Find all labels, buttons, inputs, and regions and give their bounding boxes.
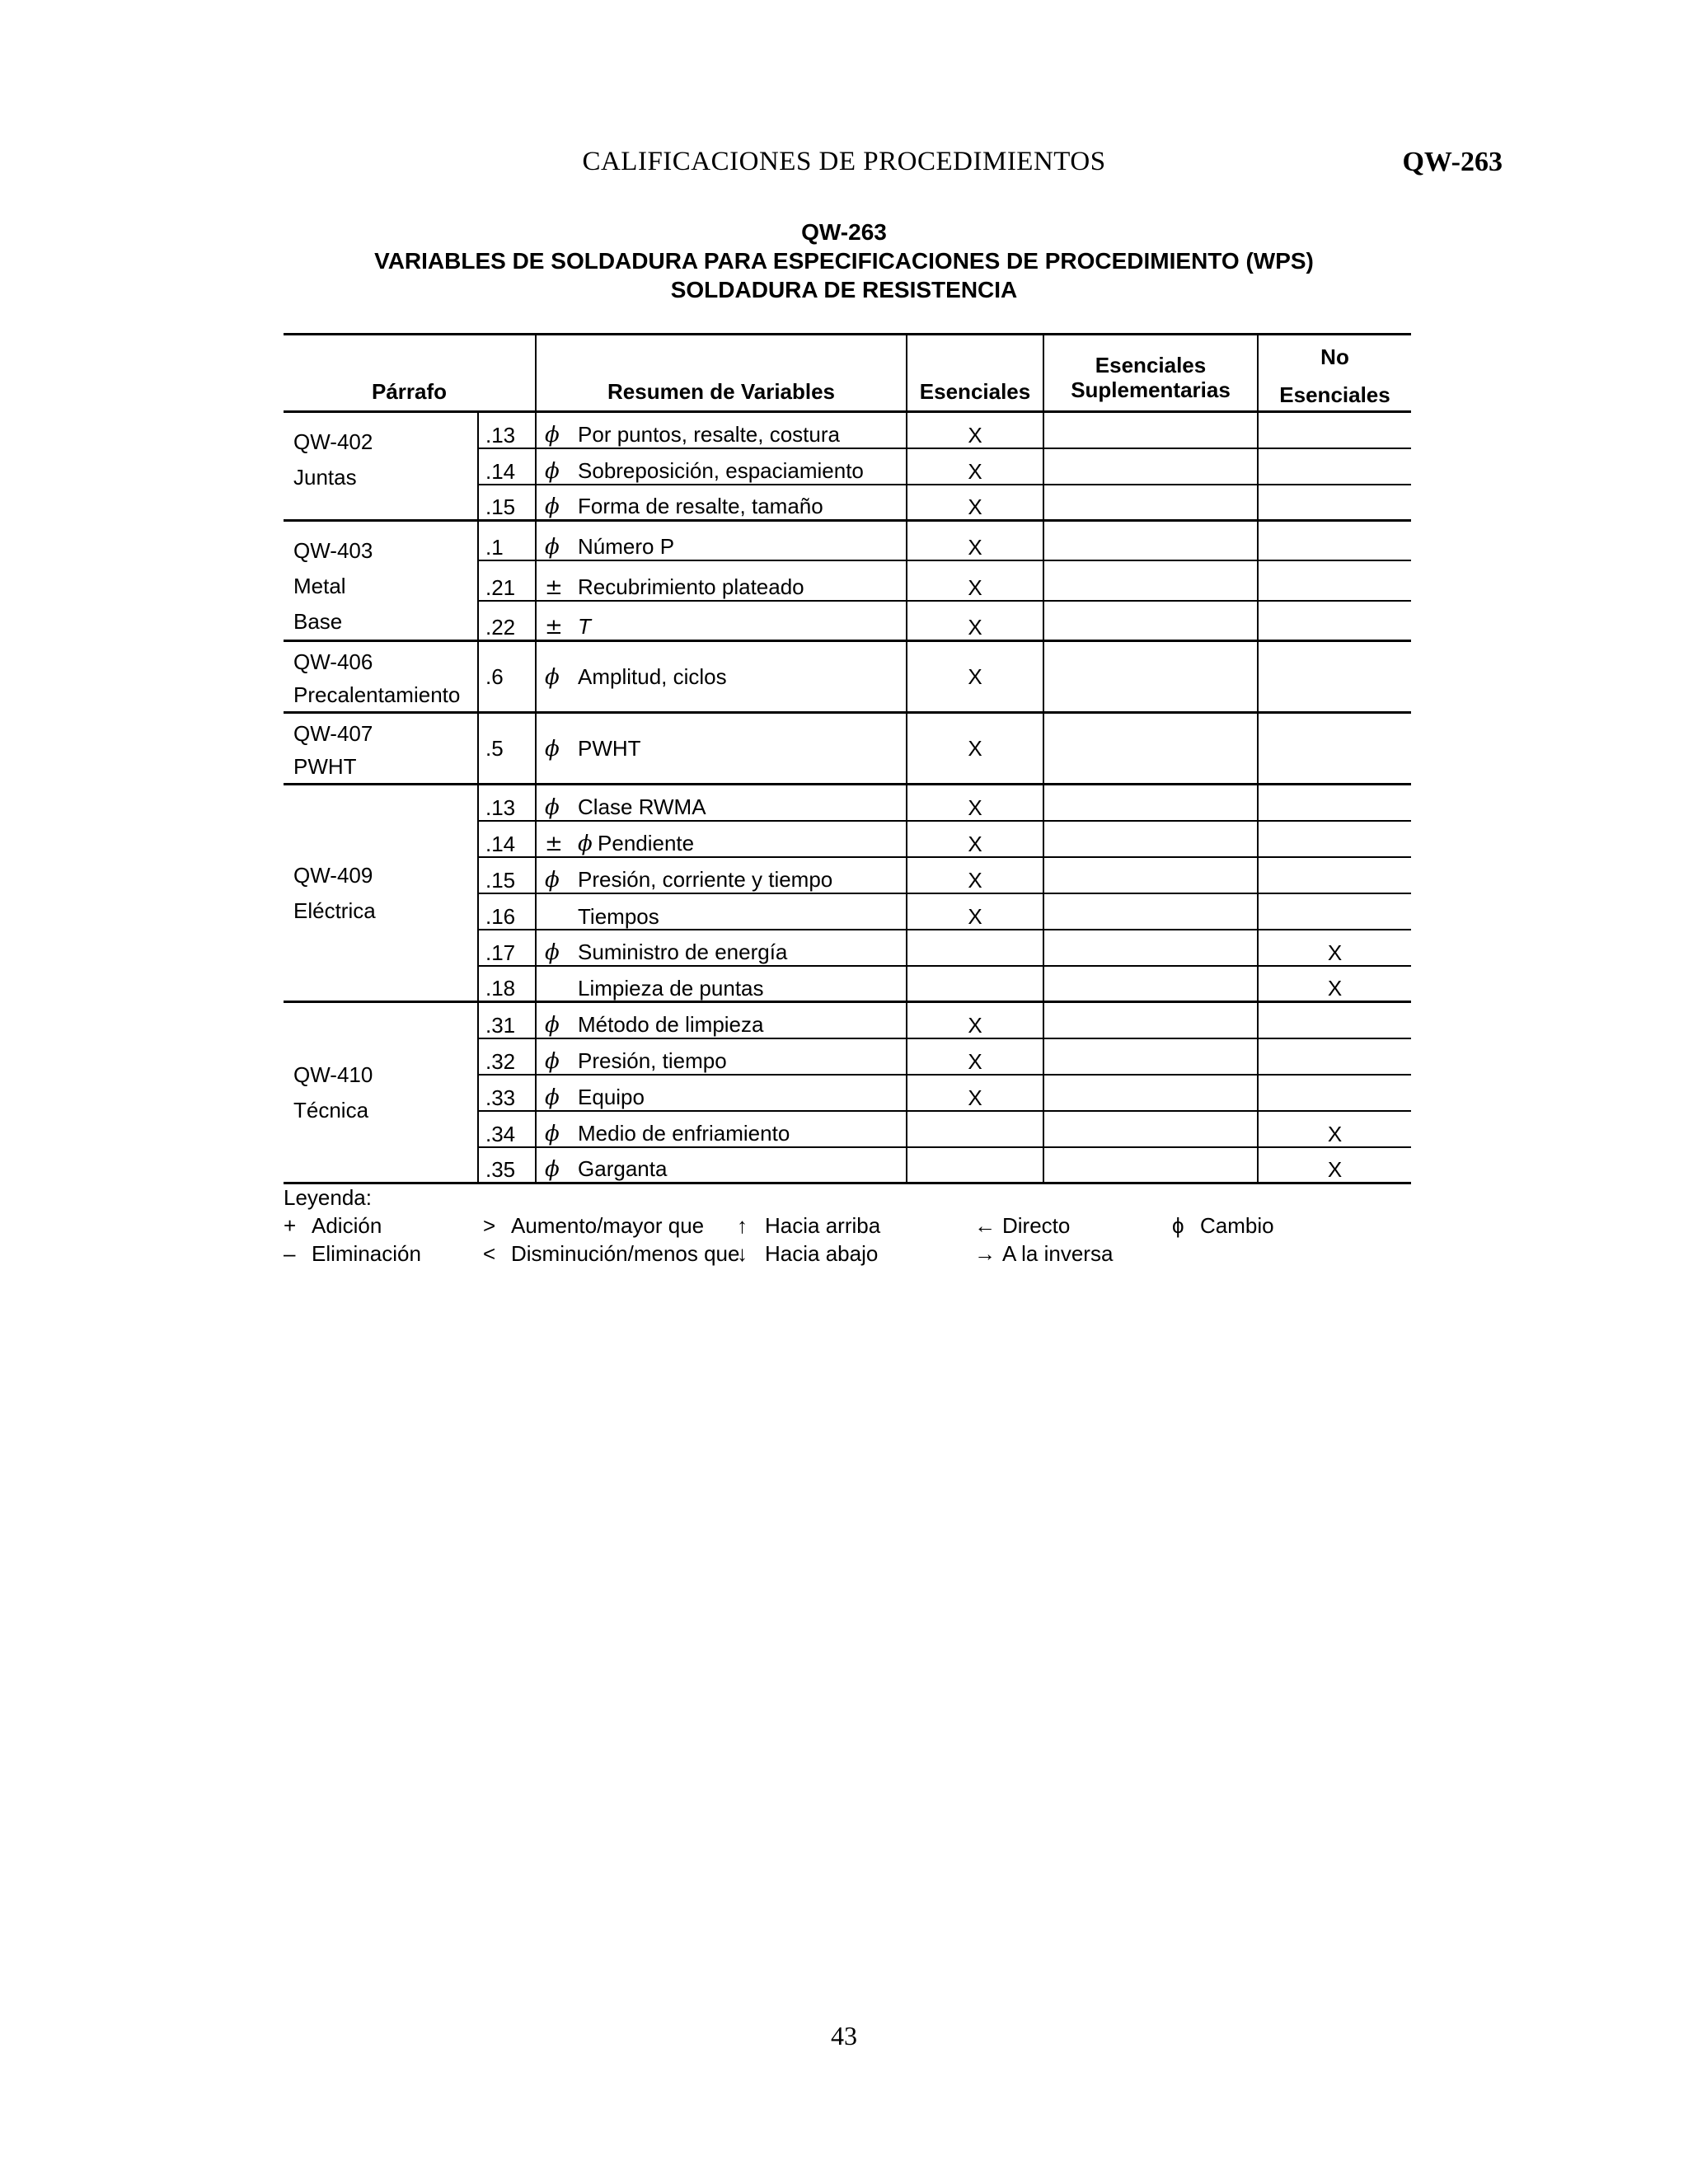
esenciales-mark: X: [907, 521, 1043, 561]
header-no-esenciales: [1258, 335, 1411, 412]
no-esenciales-mark: [1258, 713, 1411, 785]
no-esenciales-mark: X: [1258, 930, 1411, 966]
esenciales-mark: X: [907, 821, 1043, 857]
variable-symbol: ϕ: [545, 458, 560, 484]
variable-text: Método de limpieza: [578, 1011, 764, 1037]
running-title: CALIFICACIONES DE PROCEDIMIENTOS: [582, 147, 1106, 176]
table-row: [284, 521, 1411, 561]
header-no-line2: Esenciales: [1279, 382, 1390, 407]
variable-number: .13: [478, 785, 536, 821]
table-heading: [0, 218, 1688, 304]
no-esenciales-mark: [1258, 641, 1411, 713]
paragraph-label: Técnica: [293, 1097, 369, 1122]
suplementarias-mark: [1043, 1147, 1258, 1183]
variable-number: .33: [478, 1075, 536, 1111]
legend-row-2: [284, 1240, 1437, 1268]
legend-text: Hacia arriba: [765, 1213, 881, 1238]
header-resumen: Resumen de Variables: [536, 335, 907, 412]
variable-summary: [536, 821, 907, 857]
variable-text: Pendiente: [598, 830, 695, 855]
table-row: [284, 641, 1411, 713]
no-esenciales-mark: [1258, 521, 1411, 561]
suplementarias-mark: [1043, 821, 1258, 857]
paragraph-cell: [284, 1002, 478, 1183]
no-esenciales-mark: [1258, 412, 1411, 448]
variable-summary: [536, 485, 907, 521]
esenciales-mark: X: [907, 1075, 1043, 1111]
esenciales-mark: X: [907, 485, 1043, 521]
suplementarias-mark: [1043, 601, 1258, 641]
variable-symbol-secondary: ϕ: [578, 831, 593, 856]
variable-summary: [536, 857, 907, 893]
variable-text: Tiempos: [578, 903, 659, 929]
esenciales-mark: [907, 930, 1043, 966]
legend-symbol: ↑: [737, 1213, 748, 1238]
variable-summary: [536, 785, 907, 821]
legend-text: Adición: [312, 1213, 382, 1238]
paragraph-label: PWHT: [293, 754, 357, 779]
legend-text: Directo: [1002, 1213, 1071, 1238]
suplementarias-mark: [1043, 485, 1258, 521]
legend-item: [737, 1212, 880, 1240]
variable-text: Clase RWMA: [578, 794, 706, 819]
variable-number: .18: [478, 966, 536, 1002]
paragraph-cell: [284, 521, 478, 641]
variable-summary: [536, 1075, 907, 1111]
legend-item: [284, 1212, 382, 1240]
variable-summary: [536, 521, 907, 561]
no-esenciales-mark: [1258, 1075, 1411, 1111]
variable-text: Sobreposición, espaciamiento: [578, 457, 864, 483]
table-row: [284, 412, 1411, 448]
esenciales-mark: X: [907, 1038, 1043, 1075]
esenciales-mark: [907, 1111, 1043, 1147]
variable-summary: [536, 641, 907, 713]
table-row: [284, 713, 1411, 785]
paragraph-label: QW-402: [293, 429, 373, 454]
esenciales-mark: [907, 1147, 1043, 1183]
variable-number: .15: [478, 857, 536, 893]
variable-symbol: ϕ: [545, 664, 560, 690]
paragraph-cell: [284, 785, 478, 1002]
esenciales-mark: X: [907, 785, 1043, 821]
suplementarias-mark: [1043, 785, 1258, 821]
paragraph-label: Base: [293, 609, 343, 634]
paragraph-label: Eléctrica: [293, 898, 376, 923]
esenciales-mark: [907, 966, 1043, 1002]
variable-text: Presión, corriente y tiempo: [578, 866, 833, 892]
legend-text: Disminución/menos que: [511, 1241, 740, 1266]
legend-title: Leyenda:: [284, 1185, 372, 1210]
variable-symbol: ϕ: [545, 794, 560, 820]
header-esenciales: Esenciales: [907, 335, 1043, 412]
variable-summary: [536, 601, 907, 641]
variable-symbol: ϕ: [545, 1012, 560, 1038]
no-esenciales-mark: [1258, 821, 1411, 857]
variable-text: Suministro de energía: [578, 939, 788, 964]
variable-text: Por puntos, resalte, costura: [578, 421, 840, 447]
esenciales-mark: X: [907, 713, 1043, 785]
table-body: [284, 412, 1411, 1183]
variable-symbol: ϕ: [545, 535, 560, 560]
variable-text: Presión, tiempo: [578, 1047, 727, 1073]
variable-summary: [536, 1111, 907, 1147]
variable-symbol: ±: [545, 831, 563, 856]
paragraph-label: QW-409: [293, 862, 373, 888]
page-number: 43: [831, 2021, 857, 2050]
variable-number: .1: [478, 521, 536, 561]
header-sup-line2: Suplementarias: [1071, 377, 1231, 402]
legend-item: [737, 1240, 878, 1268]
variable-number: .17: [478, 930, 536, 966]
no-esenciales-mark: [1258, 893, 1411, 930]
legend-text: Hacia abajo: [765, 1241, 879, 1266]
variable-number: .21: [478, 560, 536, 601]
paragraph-label: Juntas: [293, 465, 357, 490]
legend-symbol: ϕ: [1172, 1213, 1184, 1238]
paragraph-cell: [284, 412, 478, 521]
legend-text: Eliminación: [312, 1241, 421, 1266]
running-code: QW-263: [1402, 147, 1503, 177]
legend: [284, 1183, 1437, 1268]
esenciales-mark: X: [907, 560, 1043, 601]
variable-symbol: ϕ: [545, 1085, 560, 1110]
variable-text: Recubrimiento plateado: [578, 574, 804, 599]
no-esenciales-mark: [1258, 857, 1411, 893]
variable-summary: [536, 893, 907, 930]
legend-text: Aumento/mayor que: [511, 1213, 705, 1238]
legend-symbol: <: [483, 1241, 496, 1266]
suplementarias-mark: [1043, 857, 1258, 893]
variable-number: .14: [478, 821, 536, 857]
variable-symbol: ϕ: [545, 1157, 560, 1182]
esenciales-mark: X: [907, 448, 1043, 485]
variable-summary: [536, 1147, 907, 1183]
table-header-row: [284, 335, 1411, 412]
running-header: [0, 147, 1688, 183]
suplementarias-mark: [1043, 412, 1258, 448]
variable-text: PWHT: [578, 735, 641, 761]
variable-symbol: ϕ: [545, 494, 560, 519]
variable-symbol: ±: [545, 574, 563, 600]
variable-symbol: ϕ: [545, 1121, 560, 1146]
variable-number: .22: [478, 601, 536, 641]
suplementarias-mark: [1043, 930, 1258, 966]
legend-symbol: >: [483, 1213, 496, 1238]
variable-summary: [536, 448, 907, 485]
table-row: [284, 785, 1411, 821]
header-parrafo: Párrafo: [284, 335, 536, 412]
esenciales-mark: X: [907, 641, 1043, 713]
paragraph-cell: [284, 713, 478, 785]
variable-number: .35: [478, 1147, 536, 1183]
legend-item: [1172, 1212, 1274, 1240]
no-esenciales-mark: [1258, 485, 1411, 521]
suplementarias-mark: [1043, 1075, 1258, 1111]
variable-number: .16: [478, 893, 536, 930]
legend-symbol: ↓: [737, 1241, 748, 1266]
header-no-line1: No: [1320, 344, 1349, 369]
variables-table: [284, 333, 1411, 1184]
variable-number: .31: [478, 1002, 536, 1038]
variable-number: .14: [478, 448, 536, 485]
header-sup-line1: Esenciales: [1095, 353, 1207, 377]
variable-text: Medio de enfriamiento: [578, 1120, 790, 1146]
paragraph-label: QW-407: [293, 721, 373, 746]
variable-text: Número P: [578, 534, 675, 560]
no-esenciales-mark: [1258, 560, 1411, 601]
variable-text: Forma de resalte, tamaño: [578, 494, 823, 518]
variable-number: .6: [478, 641, 536, 713]
legend-row-1: [284, 1212, 1437, 1240]
legend-text: Cambio: [1200, 1213, 1274, 1238]
heading-title: VARIABLES DE SOLDADURA PARA ESPECIFICACIONES DE PROCEDIMIENTO (WPS): [374, 248, 1314, 274]
variable-text: Limpieza de puntas: [578, 976, 764, 1001]
suplementarias-mark: [1043, 966, 1258, 1002]
variable-text: Equipo: [578, 1084, 645, 1109]
heading-code: QW-263: [801, 219, 887, 245]
variable-symbol: ϕ: [545, 940, 560, 965]
variable-text: Amplitud, ciclos: [578, 663, 727, 689]
variable-number: .34: [478, 1111, 536, 1147]
variables-table-container: [284, 333, 1411, 1184]
paragraph-cell: [284, 641, 478, 713]
suplementarias-mark: [1043, 1111, 1258, 1147]
variable-number: .5: [478, 713, 536, 785]
variable-text: Garganta: [578, 1156, 668, 1181]
paragraph-label: Metal: [293, 574, 346, 598]
variable-number: .13: [478, 412, 536, 448]
legend-symbol: →: [974, 1241, 996, 1266]
suplementarias-mark: [1043, 1002, 1258, 1038]
suplementarias-mark: [1043, 1038, 1258, 1075]
variable-symbol: ϕ: [545, 867, 560, 893]
legend-symbol: –: [284, 1241, 296, 1266]
paragraph-label: QW-406: [293, 649, 373, 674]
suplementarias-mark: [1043, 448, 1258, 485]
variable-summary: [536, 1002, 907, 1038]
no-esenciales-mark: [1258, 601, 1411, 641]
legend-item: [284, 1240, 421, 1268]
paragraph-label: Precalentamiento: [293, 682, 461, 707]
no-esenciales-mark: X: [1258, 1111, 1411, 1147]
suplementarias-mark: [1043, 893, 1258, 930]
variable-symbol: ϕ: [545, 422, 560, 448]
variable-summary: [536, 560, 907, 601]
variable-summary: [536, 930, 907, 966]
no-esenciales-mark: [1258, 1038, 1411, 1075]
suplementarias-mark: [1043, 521, 1258, 561]
no-esenciales-mark: [1258, 448, 1411, 485]
no-esenciales-mark: X: [1258, 966, 1411, 1002]
legend-item: [483, 1240, 739, 1268]
no-esenciales-mark: [1258, 1002, 1411, 1038]
esenciales-mark: X: [907, 857, 1043, 893]
variable-summary: [536, 412, 907, 448]
legend-item: [483, 1212, 704, 1240]
variable-summary: [536, 1038, 907, 1075]
variable-number: .32: [478, 1038, 536, 1075]
legend-symbol: ←: [974, 1213, 996, 1238]
table-row: [284, 1002, 1411, 1038]
heading-subtitle: SOLDADURA DE RESISTENCIA: [670, 277, 1018, 302]
legend-item: [974, 1240, 1113, 1268]
legend-text: A la inversa: [1002, 1241, 1114, 1266]
esenciales-mark: X: [907, 601, 1043, 641]
legend-symbol: +: [284, 1213, 297, 1238]
paragraph-label: QW-410: [293, 1062, 373, 1087]
esenciales-mark: X: [907, 412, 1043, 448]
variable-summary: [536, 966, 907, 1002]
variable-number: .15: [478, 485, 536, 521]
variable-symbol: ±: [545, 615, 563, 640]
no-esenciales-mark: [1258, 785, 1411, 821]
suplementarias-mark: [1043, 641, 1258, 713]
variable-symbol: ϕ: [545, 736, 560, 762]
esenciales-mark: X: [907, 893, 1043, 930]
legend-item: [974, 1212, 1070, 1240]
header-suplementarias: [1043, 335, 1258, 412]
variable-symbol: ϕ: [545, 1048, 560, 1074]
no-esenciales-mark: X: [1258, 1147, 1411, 1183]
paragraph-label: QW-403: [293, 538, 373, 563]
variable-summary: [536, 713, 907, 785]
esenciales-mark: X: [907, 1002, 1043, 1038]
suplementarias-mark: [1043, 560, 1258, 601]
suplementarias-mark: [1043, 713, 1258, 785]
variable-text: T: [578, 614, 591, 639]
